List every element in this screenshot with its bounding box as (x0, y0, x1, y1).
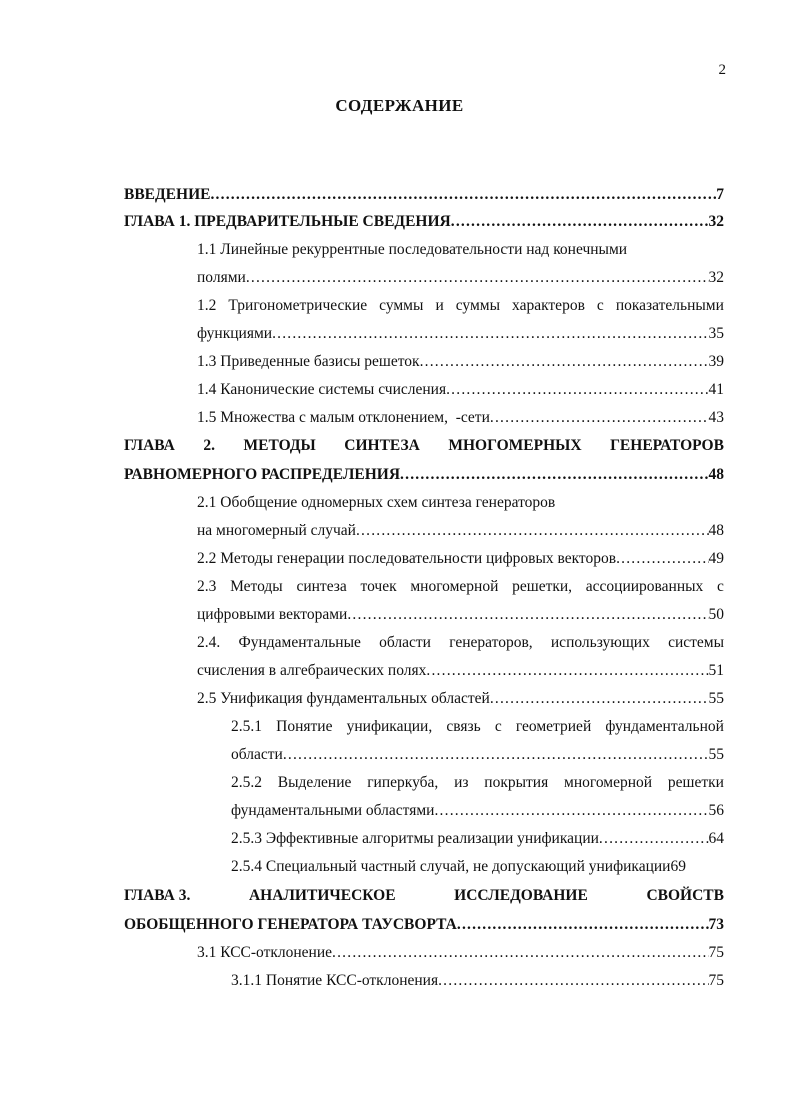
toc-entry-2-5-2-line1 (231, 772, 724, 794)
toc-label: 1.4 Канонические системы счисления (197, 381, 447, 398)
toc-word: 2.5.2 (231, 774, 262, 791)
toc-page: 48 (708, 466, 724, 483)
toc-label: 3.1 КСС-отклонение (197, 944, 333, 961)
toc-entry-2-4-line1 (197, 632, 724, 654)
toc-label: 1.3 Приведенные базисы решеток (197, 353, 420, 370)
toc-word: синтеза (296, 578, 347, 595)
toc-entry-2-5-3[interactable] (231, 828, 724, 850)
toc-entry-1-1-line1 (197, 239, 724, 261)
toc-entry-1-2[interactable] (197, 323, 724, 345)
toc-word: Тригонометрические (228, 297, 368, 314)
toc-word: МНОГОМЕРНЫХ (448, 437, 582, 454)
toc-word: гиперкуба, (367, 774, 439, 791)
toc-label: РАВНОМЕРНОГО РАСПРЕДЕЛЕНИЯ (124, 466, 401, 483)
toc-word: Выделение (277, 774, 352, 791)
dot-leader (356, 520, 709, 542)
toc-word: покрытия (484, 774, 549, 791)
toc-label: фундаментальными областями (231, 802, 435, 819)
toc-page: 50 (708, 606, 724, 623)
toc-page: 43 (708, 409, 724, 426)
toc-word: ассоциированных (585, 578, 704, 595)
toc-entry-3-1[interactable] (197, 942, 724, 964)
toc-word: 2. (203, 437, 215, 454)
toc-label: 3.1.1 Понятие КСС-отклонения (231, 972, 439, 989)
toc-entry-2-4[interactable] (197, 660, 724, 682)
toc-word: с (596, 297, 604, 314)
dot-leader (246, 267, 709, 289)
toc-word: ГЕНЕРАТОРОВ (610, 437, 724, 454)
toc-label: 2.5.4 Специальный частный случай, не допускающий унификации (231, 858, 671, 875)
toc-word: ГЛАВА (124, 437, 175, 454)
toc-entry-2-5-1[interactable] (231, 744, 724, 766)
toc-entry-2-3[interactable] (197, 604, 724, 626)
toc-word: связь (446, 718, 481, 735)
toc-word: геометрией (515, 718, 592, 735)
dot-leader (347, 604, 708, 626)
toc-page: 39 (708, 353, 724, 370)
toc-entry-1-3[interactable] (197, 351, 724, 373)
toc-word: МЕТОДЫ (243, 437, 316, 454)
dot-leader (272, 323, 708, 345)
toc-entry-2-1[interactable] (197, 520, 724, 542)
toc-word: с (494, 718, 502, 735)
toc-word: 2.3 (197, 578, 217, 595)
toc-word: АНАЛИТИЧЕСКОЕ (248, 887, 396, 904)
toc-entry-2-5-4[interactable] (231, 856, 724, 878)
toc-word: Методы (230, 578, 283, 595)
toc-label: 2.5.3 Эффективные алгоритмы реализации унификации (231, 830, 599, 847)
toc-word: решетки (667, 774, 724, 791)
toc-page: 75 (708, 944, 724, 961)
dot-leader (490, 688, 709, 710)
toc-entry-1-5[interactable] (197, 407, 724, 429)
toc-word: решетки, (512, 578, 573, 595)
dot-leader (599, 828, 709, 850)
toc-entry-1-1[interactable] (197, 267, 724, 289)
toc-label: области (231, 746, 283, 763)
toc-entry-3-1-1[interactable] (231, 970, 724, 992)
dot-leader (457, 914, 709, 936)
toc-label: 2.1 Обобщение одномерных схем синтеза генераторов (197, 494, 556, 511)
toc-label: функциями (197, 325, 273, 342)
toc-word: системы (668, 634, 724, 651)
page-title: СОДЕРЖАНИЕ (335, 96, 464, 115)
dot-leader (332, 942, 708, 964)
dot-leader (438, 970, 708, 992)
dot-leader (490, 407, 709, 429)
toc-entry-2-5-2[interactable] (231, 800, 724, 822)
toc-word: с (717, 578, 724, 595)
dot-leader (420, 351, 709, 373)
toc-word: ИССЛЕДОВАНИЕ (454, 887, 588, 904)
toc-label: ГЛАВА 1. ПРЕДВАРИТЕЛЬНЫЕ СВЕДЕНИЯ (124, 213, 451, 230)
toc-page: 35 (708, 325, 724, 342)
toc-word: 1.2 (197, 297, 217, 314)
toc-page: 49 (708, 550, 724, 567)
dot-leader (446, 379, 708, 401)
toc-page: 55 (708, 690, 724, 707)
toc-page: 73 (708, 916, 724, 933)
toc-entry-chapter-1[interactable] (124, 211, 724, 233)
toc-page: 56 (708, 802, 724, 819)
page-number: 2 (718, 62, 726, 78)
dot-leader (434, 800, 708, 822)
toc-word: СВОЙСТВ (646, 887, 724, 904)
toc-page: 75 (708, 972, 724, 989)
toc-word: области (379, 634, 431, 651)
toc-entry-2-5[interactable] (197, 688, 724, 710)
dot-leader (210, 184, 716, 206)
toc-word: унификации, (346, 718, 433, 735)
toc-label: ВВЕДЕНИЕ (124, 186, 211, 203)
toc-entry-2-5-1-line1 (231, 716, 724, 738)
toc-word: показательными (615, 297, 724, 314)
toc-word: и (435, 297, 444, 314)
toc-page: 32 (708, 213, 724, 230)
dot-leader (616, 548, 708, 570)
toc-word: использующих (550, 634, 650, 651)
toc-entry-chapter-3[interactable] (124, 914, 724, 936)
toc-word: генераторов, (449, 634, 533, 651)
toc-word: точек (360, 578, 397, 595)
toc-word: фундаментальной (605, 718, 724, 735)
toc-word: СИНТЕЗА (344, 437, 420, 454)
toc-entry-intro[interactable] (124, 184, 724, 206)
dot-leader (426, 660, 708, 682)
toc-page: 41 (708, 381, 724, 398)
toc-word: характеров (512, 297, 585, 314)
toc-page: 55 (708, 746, 724, 763)
toc-word: суммы (455, 297, 501, 314)
toc-entry-chapter-2[interactable] (124, 464, 724, 486)
toc-entry-chapter-3-line1 (124, 885, 724, 907)
toc-entry-2-3-line1 (197, 576, 724, 598)
toc-page: 51 (708, 662, 724, 679)
toc-entry-2-2[interactable] (197, 548, 724, 570)
toc-label: на многомерный случай (197, 522, 356, 539)
toc-label: цифровыми векторами (197, 606, 348, 623)
dot-leader (400, 464, 708, 486)
toc-word: 2.4. (197, 634, 221, 651)
toc-entry-chapter-2-line1 (124, 435, 724, 457)
toc-label: 2.2 Методы генерации последовательности цифровых векторов (197, 550, 617, 567)
toc-page: 32 (708, 269, 724, 286)
toc-word: Понятие (276, 718, 333, 735)
toc-label: 1.1 Линейные рекуррентные последовательности над конечными (197, 241, 628, 258)
toc-page: 48 (708, 522, 724, 539)
toc-word: 2.5.1 (231, 718, 262, 735)
toc-word: многомерной (564, 774, 653, 791)
toc-entry-2-1-line1 (197, 492, 724, 514)
toc-label: 2.5 Унификация фундаментальных областей (197, 690, 490, 707)
toc-word: суммы (379, 297, 424, 314)
toc-label: полями (197, 269, 246, 286)
toc-word: многомерной (410, 578, 499, 595)
toc-word: ГЛАВА 3. (124, 887, 191, 904)
toc-entry-1-2-line1 (197, 295, 724, 317)
toc-label: ОБОБЩЕННОГО ГЕНЕРАТОРА ТАУСВОРТА (124, 916, 457, 933)
toc-word: Фундаментальные (238, 634, 361, 651)
toc-page: 64 (708, 830, 724, 847)
dot-leader (283, 744, 709, 766)
toc-label: 1.5 Множества с малым отклонением, -сети (197, 409, 490, 426)
toc-page: 7 (716, 186, 724, 203)
toc-word: из (454, 774, 469, 791)
toc-entry-1-4[interactable] (197, 379, 724, 401)
toc-page: 69 (670, 858, 686, 875)
toc-label: счисления в алгебраических полях (197, 662, 427, 679)
dot-leader (451, 211, 709, 233)
